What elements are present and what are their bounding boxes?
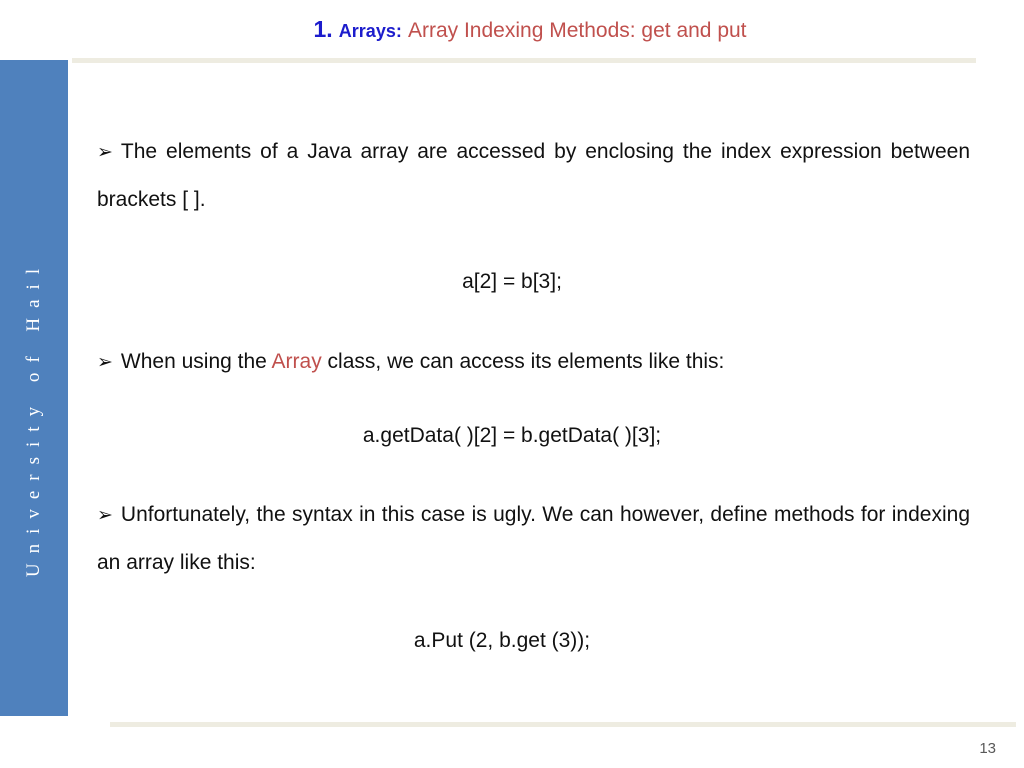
title-topic: Arrays: [338, 21, 402, 41]
paragraph-3-text: Unfortunately, the syntax in this case is ugly. We can however, define methods for indexing an array like this: [97, 503, 970, 574]
paragraph-2-text-start: When using the [120, 350, 272, 373]
arrow-bullet-icon: ➢ [97, 142, 113, 163]
code-line-3: a.Put (2, b.get (3)); [413, 629, 591, 652]
title-subtitle: Array Indexing Methods: get and put [407, 19, 747, 42]
paragraph-1-text: The elements of a Java array are accessed by enclosing the index expression between brackets [ ]. [97, 140, 970, 211]
bullet-paragraph-3 [97, 491, 970, 586]
bullet-paragraph-2 [97, 338, 970, 386]
arrow-bullet-icon: ➢ [97, 505, 113, 526]
page-number: 13 [979, 740, 996, 757]
slide-title [0, 16, 1024, 43]
code-line-1: a[2] = b[3]; [462, 270, 562, 293]
arrow-bullet-icon: ➢ [97, 352, 113, 373]
paragraph-2-text-end: class, we can access its elements like this: [321, 350, 725, 373]
title-number: 1. [313, 16, 333, 42]
bottom-divider [110, 722, 1016, 727]
sidebar-university-label: University of Hail [23, 258, 44, 578]
sidebar-band [0, 60, 68, 716]
array-class-highlight: Array [271, 350, 322, 373]
bullet-paragraph-1 [97, 128, 970, 223]
top-divider [72, 58, 976, 63]
code-line-2: a.getData( )[2] = b.getData( )[3]; [362, 424, 662, 447]
